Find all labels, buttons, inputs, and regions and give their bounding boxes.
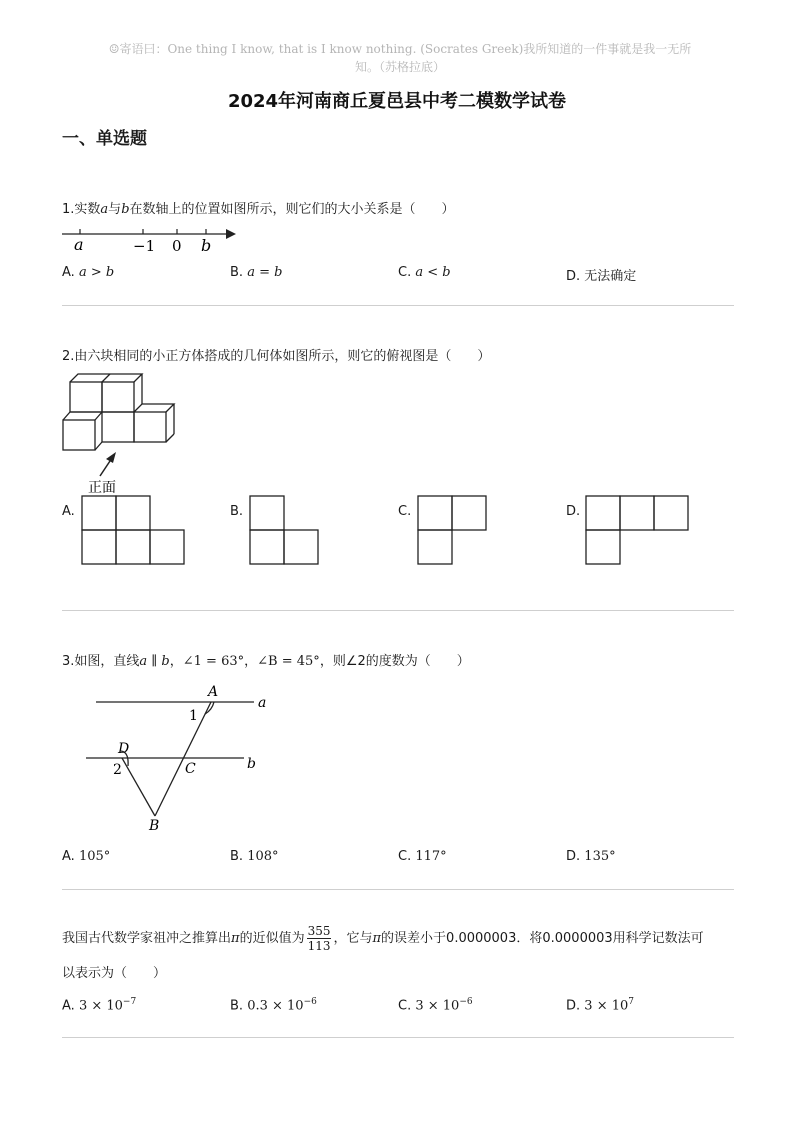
axis-label-a: a [74, 235, 84, 254]
parallel-lines-figure [80, 680, 280, 836]
question-3-stem: 3.如图，直线a ∥ b，∠1 = 63°，∠B = 45°，则∠2的度数为（ ） [62, 654, 470, 669]
label-a: a [258, 695, 267, 711]
q2-option-a[interactable]: A. [62, 504, 75, 519]
q1-option-a[interactable]: A. a > b [62, 265, 115, 280]
q4-option-c[interactable]: C. $3 \times 10^{-6}$ [398, 997, 473, 1014]
question-1-stem: 1.实数a与b在数轴上的位置如图所示，则它们的大小关系是（ ） [62, 202, 455, 217]
q3-option-b[interactable]: B. 108° [230, 849, 279, 864]
q2-option-d-figure [585, 495, 689, 565]
q2-option-b-figure [249, 495, 319, 565]
divider [62, 305, 734, 306]
cube-stack-figure [60, 370, 180, 498]
q3-option-d[interactable]: D. 135° [566, 849, 616, 864]
axis-label-zero: 0 [172, 237, 182, 255]
divider [62, 1037, 734, 1038]
label-angle-2: 2 [113, 762, 122, 778]
q2-option-c[interactable]: C. [398, 504, 412, 519]
motto-line-1: ☺寄语曰：One thing I know, that is I know nothing. (Socrates Greek)我所知道的一件事就是我一无所 [108, 42, 692, 56]
number-line-figure [60, 224, 244, 256]
q4-option-a[interactable]: A. $3 \times 10^{-7}$ [62, 997, 137, 1014]
q2-option-d[interactable]: D. [566, 504, 581, 519]
section-heading: 一、单选题 [62, 129, 147, 149]
question-4-stem-line-2: 以表示为（ ） [62, 966, 167, 981]
front-label: 正面 [88, 480, 116, 496]
q3-option-c[interactable]: C. 117° [398, 849, 447, 864]
q2-option-c-figure [417, 495, 487, 565]
q2-option-b[interactable]: B. [230, 504, 244, 519]
exam-title: 2024年河南商丘夏邑县中考二模数学试卷 [227, 91, 567, 112]
q1-option-d[interactable]: D. 无法确定 [566, 269, 637, 284]
divider [62, 610, 734, 611]
segment-DB [122, 758, 155, 816]
fraction-355-113: $\frac{355}{113}$ [307, 924, 331, 953]
question-4-stem: 我国古代数学家祖冲之推算出π的近似值为 $\frac{355}{113}$ ，它与π的误差小于0.0000003．将0.0000003用科学记数法可 [62, 924, 704, 953]
motto [40, 40, 760, 76]
motto-line-2: 知。（苏格拉底） [354, 60, 445, 74]
axis-label-neg1: −1 [133, 237, 156, 255]
question-2-stem: 2.由六块相同的小正方体搭成的几何体如图所示，则它的俯视图是（ ） [62, 349, 491, 364]
axis-label-b: b [201, 236, 212, 255]
q1-option-b[interactable]: B. a = b [230, 265, 283, 280]
divider [62, 889, 734, 890]
q4-option-d[interactable]: D. $3 \times 10^7$ [566, 997, 635, 1014]
label-A: A [208, 684, 219, 700]
label-C: C [185, 761, 196, 777]
q4-option-b[interactable]: B. $0.3 \times 10^{-6}$ [230, 997, 317, 1014]
q2-option-a-figure [81, 495, 185, 565]
label-angle-1: 1 [189, 708, 198, 724]
transversal-AB [155, 702, 211, 816]
label-b: b [247, 756, 256, 772]
label-D: D [118, 741, 130, 757]
q1-option-c[interactable]: C. a < b [398, 265, 451, 280]
number-line-arrow [226, 229, 236, 239]
q3-option-a[interactable]: A. 105° [62, 849, 111, 864]
label-B: B [149, 818, 160, 834]
